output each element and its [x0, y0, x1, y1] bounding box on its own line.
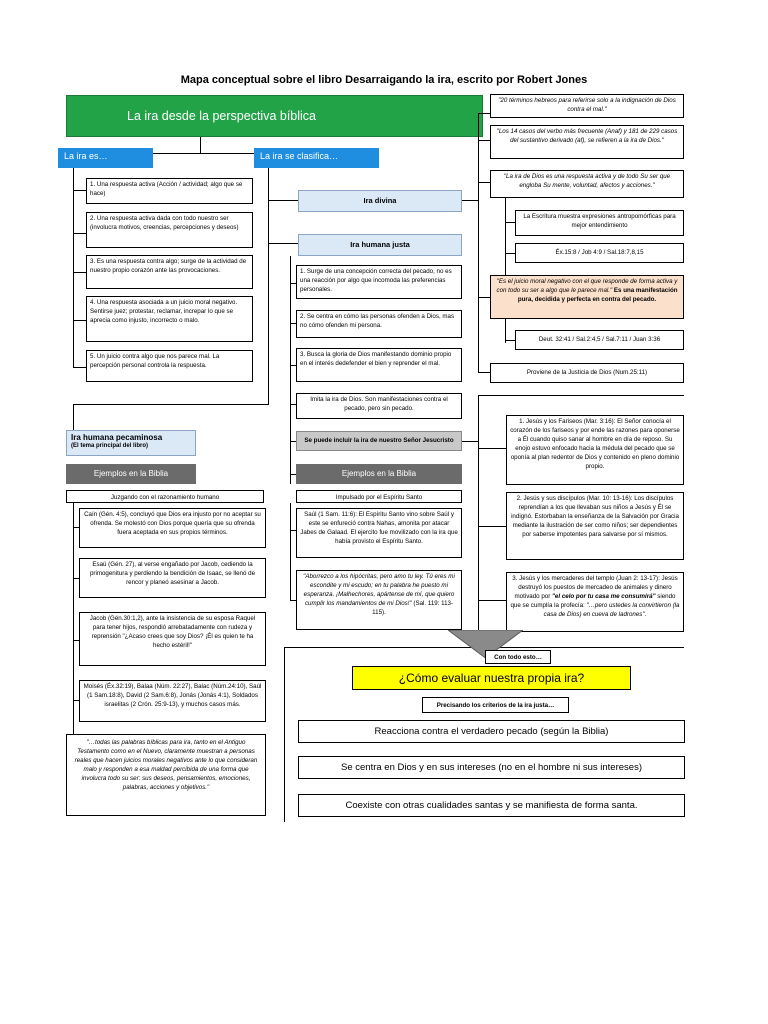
connector — [478, 140, 490, 141]
connector — [200, 137, 201, 153]
connector — [478, 600, 506, 601]
justa-ejemplos-header: Ejemplos en la Biblia — [296, 464, 462, 484]
criterio-1: Reacciona contra el verdadero pecado (según la Biblia) — [298, 720, 685, 743]
connector — [478, 113, 490, 114]
justa-item-3: 3. Busca la gloria de Dios manifestando dominio propio en el interés dedefender el bien y reprender el mal. — [296, 348, 462, 382]
ejemplo-jacob: Jacob (Gén.30:1,2), ante la insistencia de su esposa Raquel para tener hijos, respondió arrebatadamente con rudeza y reprensión "¿Acaso crees que soy Dios? ¡Él es quien te ha hecho estéril!" — [79, 612, 266, 666]
main-header-label: La ira desde la perspectiva bíblica — [127, 109, 317, 123]
salmo-quote: "Aborrezco a los hipócritas, pero amo tu ley. Tú eres mi escondite y mi escudo; en tu palabra he puesto mi esperanza. ¡Malhechores, apártense de mí, que quiero cumplir los mandamientos de mi Dios!" (Sal. 119: 113-115). — [296, 570, 462, 630]
divina-note-8: Proviene de la Justicia de Dios (Num.25:11) — [490, 363, 684, 383]
connector — [505, 340, 515, 341]
ejemplo-cain: Caín (Gén. 4:5), concluyó que Dios era injusto por no aceptar su ofrenda. Se molestó con Dios porque quería que su ofrenda fuera aceptada en sus propios términos. — [79, 508, 266, 548]
pecaminosa-subtitle: (El tema principal del libro) — [71, 443, 149, 450]
connector — [73, 503, 74, 773]
divina-note-1: "20 términos hebreos para referirse solo a la indignación de Dios contra el mal." — [490, 94, 684, 118]
connector — [478, 113, 479, 373]
ira-es-item-3: 3. Es una respuesta contra algo; surge de la actividad de nuestro propio corazón ante las provocaciones. — [86, 255, 253, 289]
connector — [73, 320, 86, 321]
connector — [505, 222, 515, 223]
connector — [478, 526, 506, 527]
jesus-item-1: 1. Jesús y los Fariseos (Mar. 3:16): El Señor conocía el corazón de los fariseos y por ende las razones para oponerse a Él cuando quiso sanar al hombre en día de reposo. Su enojo estuvo enfocado hacia la médula del pecado que se oponía al plan redentor de Dios y contenido en pleno dominio propio. — [506, 415, 684, 485]
connector — [462, 200, 478, 201]
criterio-3: Coexiste con otras cualidades santas y se manifiesta de forma santa. — [298, 794, 685, 817]
page-title: Mapa conceptual sobre el libro Desarraigando la ira, escrito por Robert Jones — [180, 74, 588, 86]
divina-note-7: Deut. 32:41 / Sal.2:4,5 / Sal.7:11 / Juan 3:36 — [515, 330, 684, 350]
pecaminosa-ejemplos-header: Ejemplos en la Biblia — [66, 464, 196, 484]
justa-item-1: 1. Surge de una concepción correcta del pecado, no es una reacción por algo que incomoda las preferencias personales. — [296, 265, 462, 299]
criterio-2: Se centra en Dios y en sus intereses (no en el hombre ni sus intereses) — [298, 756, 685, 779]
jesus-item-3: 3. Jesús y los mercaderes del templo (Juan 2: 13-17): Jesús destruyó los puestos de mercadeo de animales y dinero motivado por "el celo por tu casa me consumirá" siendo que se cumplía la profecía: "…pero ustedes la convirtieron (la casa de Dios) en cueva de ladrones". — [506, 572, 684, 632]
connector — [73, 272, 86, 273]
divina-note-6: "Es el juicio moral negativo con el que responde de forma activa y con todo su ser a algo que le parece mal." Es una manifestación pura, decidida y perfecta en contra del pecado. — [490, 275, 684, 319]
divina-note-2: "Los 14 casos del verbo más frecuente (Anaf) y 181 de 229 casos del sustantivo derivado (af), se refieren a la ira de Dios." — [490, 125, 684, 159]
connector — [505, 198, 506, 343]
jesus-item-2: 2. Jesús y sus discípulos (Mar. 10: 13-16): Los discípulos reprendían a los que llevaban sus niños a Jesús y Él se indignó. Estorbaban la enseñanza de la Salvación por Gracia mediante la ilustración de ser como niños; ser dependientes por saberse impotentes para salvarse por sí mismos. — [506, 492, 684, 560]
ejemplo-saul: Saúl (1 Sam. 11:6): El Espíritu Santo vino sobre Saúl y este se enfureció contra Nahas, amonita por atacar Jabes de Galaad. El ejercito fue movilizado con la ira que había provisto el Espíritu Santo. — [296, 508, 462, 558]
ira-pecaminosa-header — [66, 430, 196, 456]
connector — [478, 395, 479, 635]
connector — [478, 297, 490, 298]
juzgando-label: Juzgando con el razonamiento humano — [66, 490, 264, 503]
precisando-label: Precisando los criterios de la ira justa… — [422, 697, 569, 713]
ejemplo-esau: Esaú (Gén. 27), al verse engañado por Jacob, cediendo la primogenitura y perdiendo la bendición de Isaac, se llenó de rencor y planeó asesinar a Jacob. — [79, 558, 266, 598]
justa-item-2: 2. Se centra en cómo las personas ofenden a Dios, mas no cómo ofenden mi persona. — [296, 310, 462, 338]
pecaminosa-title: Ira humana pecaminosa — [71, 433, 163, 442]
connector — [73, 404, 269, 405]
clasifica-header: La ira se clasifica… — [254, 148, 379, 168]
ira-humana-justa-header: Ira humana justa — [298, 234, 462, 256]
connector — [73, 168, 74, 368]
divina-note-4: La Escritura muestra expresiones antropomórficas para mejor entendimiento — [515, 210, 684, 236]
jesus-anger-header: Se puede incluir la ira de nuestro Señor Jesucristo — [296, 431, 462, 451]
connector — [268, 200, 298, 201]
connector — [73, 233, 86, 234]
ira-es-item-1: 1. Una respuesta activa (Acción / actividad; algo que se hace) — [86, 178, 253, 204]
connector — [290, 503, 291, 601]
ejemplo-otros: Moisés (Éx.32:19), Balaa (Núm. 22:27), Balac (Núm.24:10), Saúl (1 Sam.18:8), David (2 Sam.6:8), Jonás (Jonás 4:1), Soldados israelitas (2 Crón. 25:9-13), y muchos casos más. — [79, 680, 266, 722]
pecaminosa-quote: "…todas las palabras bíblicas para ira, tanto en el Antiguo Testamento como en el Nuevo, claramente muestran a personas reales que hacen juicios morales negativos ante lo que consideran malo y responden a esa maldad percibida de una forma que involucra todo su ser: sus deseos, pensamientos, emociones, palabras, acciones y objetivos." — [66, 734, 266, 816]
connector — [290, 256, 291, 484]
connector — [478, 448, 506, 449]
connector — [505, 253, 515, 254]
divina-note-3: "La ira de Dios es una respuesta activa y de todo Su ser que engloba Su mente, voluntad, afectos y acciones." — [490, 170, 684, 198]
ira-es-item-2: 2. Una respuesta activa dada con todo nuestro ser (involucra motivos, creencias, percepciones y deseos) — [86, 212, 253, 248]
con-todo-esto-label: Con todo esto… — [485, 650, 551, 664]
divina-note-5: Éx.15:8 / Job 4:9 / Sal.18:7,8,15 — [515, 243, 684, 263]
impulsado-label: Impulsado por el Espíritu Santo — [296, 490, 462, 503]
connector — [462, 441, 478, 442]
connector — [478, 182, 490, 183]
connector — [284, 647, 285, 822]
main-header — [66, 95, 483, 137]
la-ira-es-header: La ira es… — [58, 148, 153, 168]
connector — [268, 168, 269, 404]
justa-item-4: Imita la ira de Dios. Son manifestaciones contra el pecado, pero sin pecado. — [296, 393, 462, 419]
connector — [73, 404, 74, 430]
ira-es-item-5: 5. Un juicio contra algo que nos parece mal. La percepción personal controla la respuesta. — [86, 350, 253, 382]
connector — [268, 243, 298, 244]
ira-es-item-4: 4. Una respuesta asociada a un juicio moral negativo. Sentirse juez; protestar, reclamar, increpar lo que se aprecia como injusto, incorrecto o malo. — [86, 296, 253, 342]
connector — [73, 367, 86, 368]
ira-divina-header: Ira divina — [298, 190, 462, 212]
connector — [478, 372, 490, 373]
evaluate-question: ¿Cómo evaluar nuestra propia ira? — [352, 666, 631, 690]
connector — [478, 395, 684, 396]
connector — [73, 190, 86, 191]
